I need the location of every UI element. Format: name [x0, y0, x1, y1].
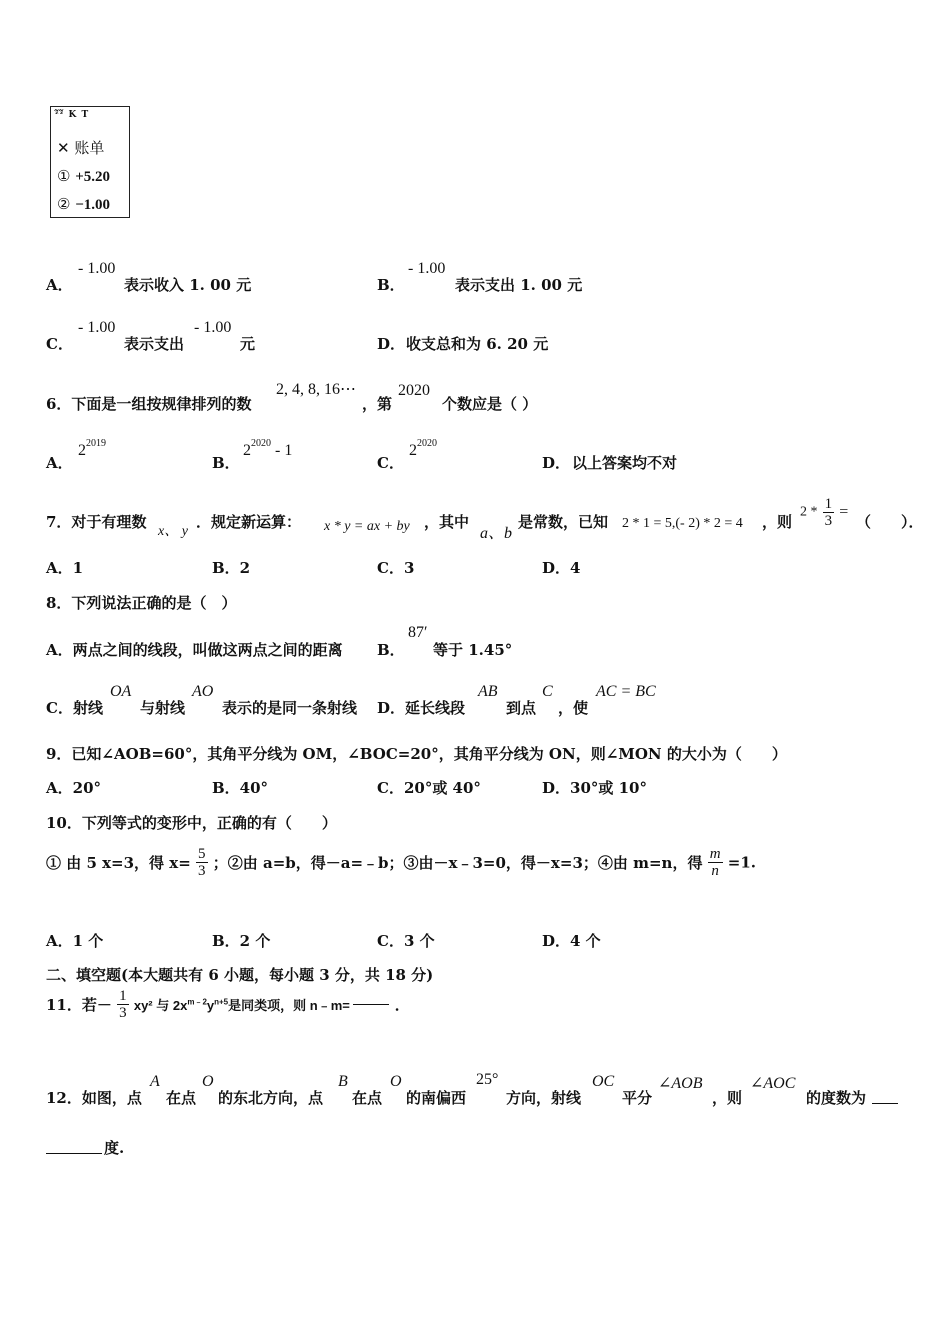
- figure-row-1: [57, 167, 110, 186]
- bill-figure: [50, 106, 130, 218]
- q6-d-text: 以上答案均不对: [572, 454, 678, 472]
- q12-t3: 在点: [352, 1089, 383, 1107]
- q6-b-tail: - 1: [275, 442, 293, 459]
- q10-fraction1: [196, 846, 208, 879]
- q7-ask-pre: 2 *: [800, 504, 818, 520]
- q6-c-base: 2: [409, 442, 417, 459]
- q10-fraction1-den: 3: [198, 863, 206, 879]
- q11-fraction: [117, 988, 129, 1021]
- figure-row-2: [57, 195, 110, 214]
- circle-two-mark: ②: [57, 195, 71, 213]
- q9-option-a: A．20°: [46, 779, 102, 797]
- q11-exp2: n+5: [214, 997, 229, 1007]
- figure-title: 账单: [74, 139, 105, 157]
- q5-a-expr: - 1.00: [78, 260, 116, 277]
- q8-d-segment: AB: [478, 683, 498, 700]
- q7-known: 2 * 1 = 5,(- 2) * 2 = 4: [622, 516, 743, 531]
- q6-c-label: C．: [377, 454, 404, 472]
- q6-b-label: B．: [212, 454, 240, 472]
- q5-b-label: B．: [377, 276, 405, 294]
- q12-end: 度.: [104, 1139, 125, 1157]
- q10-option-b: B．2 个: [212, 932, 271, 950]
- q7-option-c: C．3: [377, 559, 415, 577]
- q12-answer-blank-start[interactable]: [872, 1088, 898, 1104]
- q7-stem-f: （ ）．: [856, 513, 924, 531]
- q11-exp1: m﹣2: [187, 997, 207, 1007]
- q12-t8: 的度数为: [806, 1089, 867, 1107]
- q11-t1: xy² 与 2x: [133, 998, 188, 1013]
- q7-stem-c: ，其中: [424, 513, 470, 531]
- q10-fraction2: [708, 846, 723, 879]
- section2-title: 二、填空题(本大题共有 6 小题，每小题 3 分，共 18 分): [46, 966, 434, 984]
- q6-a-exp: 2019: [86, 438, 106, 449]
- q5-d-label: D．: [377, 335, 406, 353]
- q6-b-exp: 2020: [251, 438, 271, 449]
- q10-fraction2-num: m: [709, 846, 721, 862]
- q5-d-text: 收支总和为 6. 20 元: [406, 335, 549, 353]
- q7-stem-e: ，则: [762, 513, 793, 531]
- q9-option-c: C．20°或 40°: [377, 779, 481, 797]
- q5-c-expr2: - 1.00: [194, 319, 232, 336]
- q8-stem: 8．下列说法正确的是（ ）: [46, 594, 237, 612]
- q10-statements: [46, 846, 756, 879]
- q11-answer-blank[interactable]: [353, 1004, 389, 1005]
- close-icon: ✕: [57, 139, 70, 157]
- q12-angle-aoc: ∠AOC: [750, 1075, 796, 1092]
- q8-c-ray1: OA: [110, 683, 132, 700]
- q6-a-base: 2: [78, 442, 86, 459]
- q11-t4: ．: [394, 996, 410, 1014]
- q6-stem-c: 个数应是（ ）: [442, 395, 538, 413]
- q7-stem-d: 是常数，已知: [518, 513, 609, 531]
- q7-stem-a: 7．对于有理数: [46, 513, 147, 531]
- q8-c-label: C．射线: [46, 699, 103, 717]
- q12-t2: 的东北方向，点: [218, 1089, 324, 1107]
- q6-b-base: 2: [243, 442, 251, 459]
- q10-option-d: D．4 个: [542, 932, 601, 950]
- q5-c-mid: 表示支出: [124, 335, 185, 353]
- q10-part2: ；②由 a=b，得－a=﹣b；③由－x﹣3=0，得－x=3；④由 m=n，得: [212, 854, 703, 872]
- q12-t6: 平分: [622, 1089, 653, 1107]
- figure-value-2: −1.00: [75, 197, 111, 213]
- q8-d-point: C: [542, 683, 553, 700]
- q12-angle-aob: ∠AOB: [658, 1075, 703, 1092]
- q11-line: [46, 988, 410, 1021]
- q10-part1: ① 由 5 x=3，得 x=: [46, 854, 191, 872]
- q8-b-label: B．: [377, 641, 405, 659]
- q7-option-a: A．1: [46, 559, 84, 577]
- q8-option-a: A．两点之间的线段，叫做这两点之间的距离: [46, 641, 343, 659]
- q6-sequence: 2, 4, 8, 16⋯: [276, 381, 356, 398]
- q11-t3: 是同类项，则 n﹣m=: [228, 998, 350, 1013]
- q11-pre: 11．若－: [46, 996, 112, 1014]
- q12-point-a: A: [150, 1073, 160, 1090]
- q10-option-a: A．1 个: [46, 932, 104, 950]
- q12-pre: 12．如图，点: [46, 1089, 142, 1107]
- q7-rule: x * y = ax + by: [324, 519, 410, 534]
- q5-b-expr: - 1.00: [408, 260, 446, 277]
- q8-c-mid: 与射线: [140, 699, 186, 717]
- q6-n: 2020: [398, 382, 430, 399]
- q8-d-mid2: ，使: [558, 699, 589, 717]
- q12-degree: 25°: [476, 1071, 499, 1088]
- q7-fraction: [823, 496, 835, 529]
- q9-option-b: B．40°: [212, 779, 269, 797]
- q11-fraction-den: 3: [119, 1005, 127, 1021]
- q7-fraction-den: 3: [824, 513, 833, 529]
- q7-fraction-num: 1: [824, 496, 833, 512]
- q9-stem: 9．已知∠AOB=60°，其角平分线为 OM，∠BOC=20°，其角平分线为 ON，则∠MON 的大小为（ ）: [46, 745, 787, 763]
- q10-stem: 10．下列等式的变形中，正确的有（ ）: [46, 814, 337, 832]
- q8-c-end: 表示的是同一条射线: [222, 699, 358, 717]
- q5-a-label: A．: [46, 276, 73, 294]
- figure-row-title: [57, 137, 104, 158]
- q5-c-expr1: - 1.00: [78, 319, 116, 336]
- q8-d-mid: 到点: [506, 699, 537, 717]
- q6-stem-a: 6．下面是一组按规律排列的数: [46, 395, 252, 413]
- q12-answer-blank-end[interactable]: [46, 1138, 102, 1154]
- q6-d-label: D．: [542, 454, 571, 472]
- q9-option-d: D．30°或 10°: [542, 779, 647, 797]
- q10-part3: =1.: [727, 853, 756, 872]
- figure-header: ᶻ᷉ᶻ᷉ K T: [55, 110, 90, 120]
- q10-option-c: C．3 个: [377, 932, 435, 950]
- q8-d-label: D．延长线段: [377, 699, 466, 717]
- q8-d-equation: AC = BC: [596, 683, 656, 700]
- q7-vars: x、 y: [158, 524, 188, 539]
- q12-ray-oc: OC: [592, 1073, 615, 1090]
- q7-consts: a、b: [480, 525, 513, 542]
- circle-one-mark: ①: [57, 167, 71, 185]
- q6-c-exp: 2020: [417, 438, 437, 449]
- q10-fraction1-num: 5: [198, 846, 206, 862]
- q7-stem-b: ．规定新运算：: [196, 513, 302, 531]
- q8-c-ray2: AO: [192, 683, 214, 700]
- q11-fraction-num: 1: [119, 988, 127, 1004]
- q12-t1: 在点: [166, 1089, 197, 1107]
- q7-ask: [800, 496, 848, 529]
- q6-stem-b: ，第: [362, 395, 393, 413]
- q7-option-d: D．4: [542, 559, 581, 577]
- q8-b-expr: 87′: [408, 624, 428, 641]
- q5-b-text: 表示支出 1. 00 元: [455, 276, 583, 294]
- q5-c-label: C．: [46, 335, 73, 353]
- q7-ask-eq: =: [839, 503, 849, 521]
- q12-t4: 的南偏西: [406, 1089, 467, 1107]
- q10-fraction2-den: n: [711, 863, 719, 879]
- q11-t2: y: [206, 998, 215, 1013]
- q12-point-o1: O: [202, 1073, 214, 1090]
- q7-option-b: B．2: [212, 559, 251, 577]
- q12-point-o2: O: [390, 1073, 402, 1090]
- q12-point-b: B: [338, 1073, 348, 1090]
- q12-t5: 方向，射线: [506, 1089, 582, 1107]
- q5-c-end: 元: [240, 335, 256, 353]
- figure-value-1: +5.20: [75, 169, 111, 185]
- q6-a-label: A．: [46, 454, 73, 472]
- q12-t7: ，则: [712, 1089, 743, 1107]
- q5-a-text: 表示收入 1. 00 元: [124, 276, 252, 294]
- q8-b-text: 等于 1.45°: [433, 641, 513, 659]
